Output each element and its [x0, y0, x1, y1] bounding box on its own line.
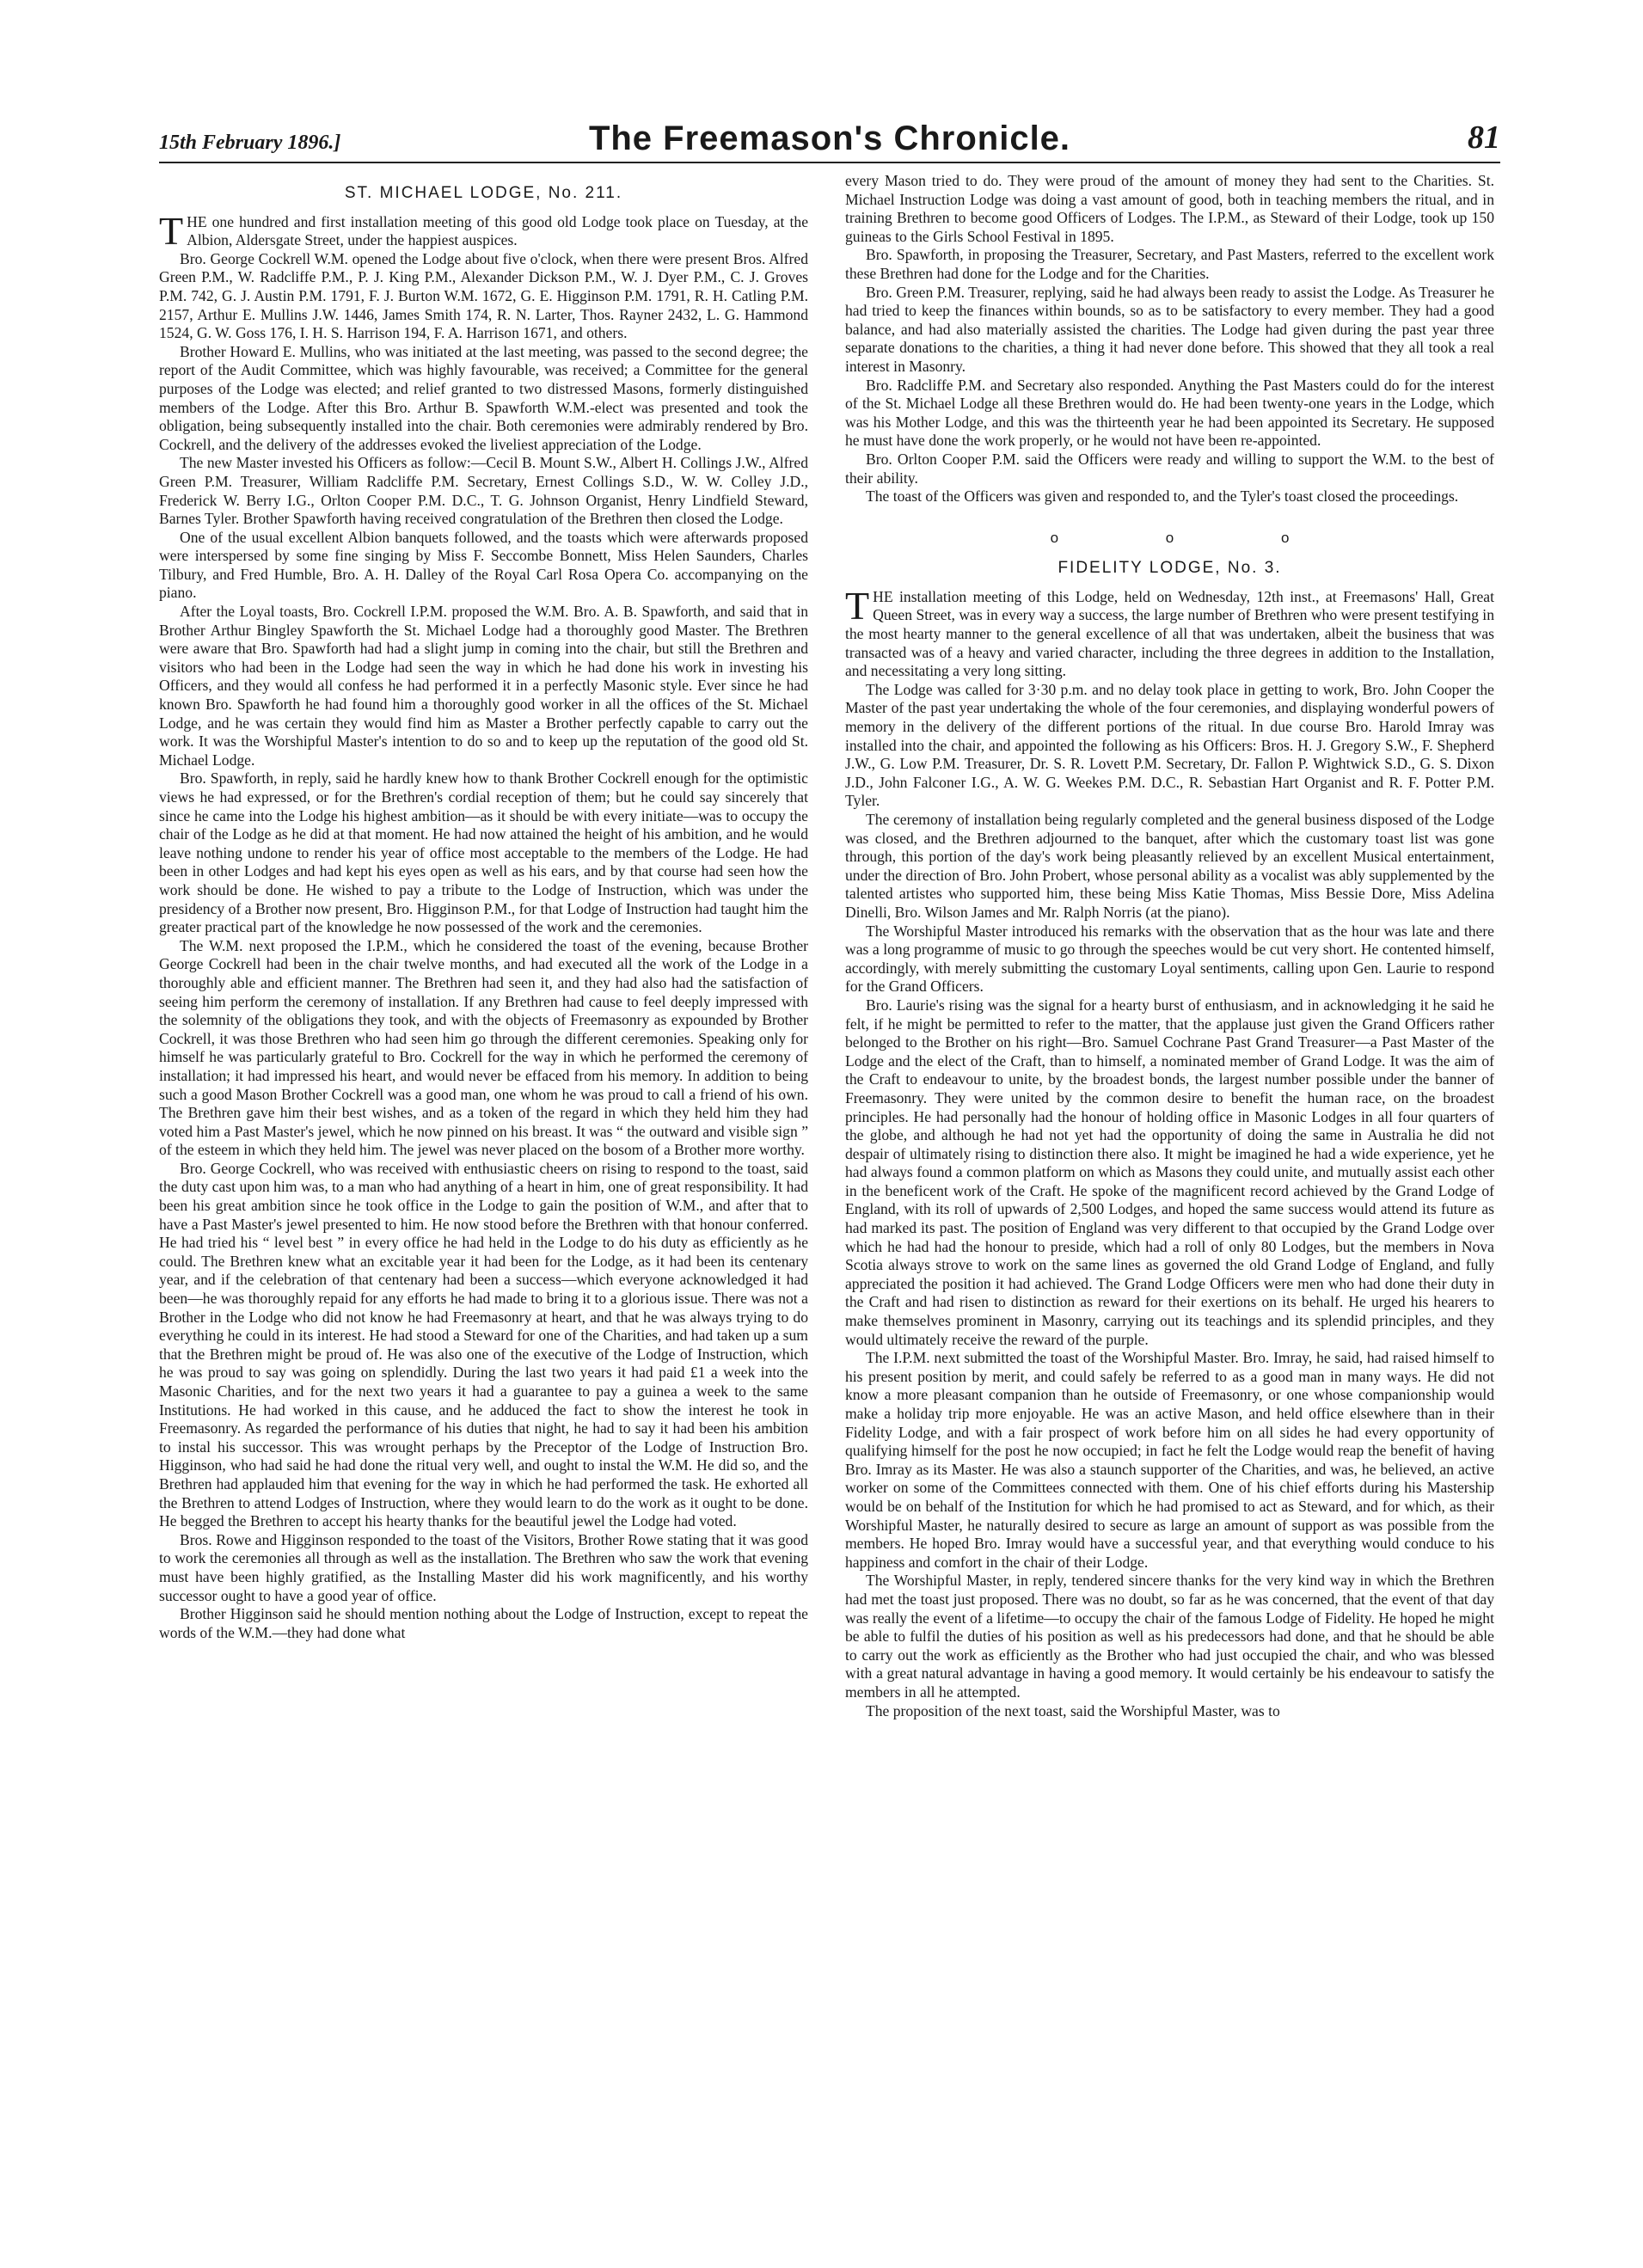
article-paragraph: Bro. Spawforth, in proposing the Treasurer, Secretary, and Past Masters, referred to the excellent work these Brethren had done for the Lodge and for the Charities.	[845, 246, 1494, 282]
article-paragraph: Brother Howard E. Mullins, who was initiated at the last meeting, was passed to the second degree; the report of the Audit Committee, which was highly favourable, was received; a Committee for the general purposes of the Lodge was elected; and relief granted to two distressed Masons, formerly distinguished members of the Lodge. After this Bro. Arthur B. Spawforth W.M.-elect was presented and took the obligation, being subsequently installed into the chair. Both ceremonies were admirably rendered by Bro. Cockrell, and the delivery of the addresses evoked the liveliest appreciation of the Lodge.	[159, 342, 808, 453]
article-paragraph: every Mason tried to do. They were proud of the amount of money they had sent to the Charities. St. Michael Instruction Lodge was doing a vast amount of good, both in teaching members the ritual, and in training Brethren to become good Officers of Lodges. The I.P.M., as Steward of their Lodge, took up 150 guineas to the Girls School Festival in 1895.	[845, 172, 1494, 245]
article-paragraph: One of the usual excellent Albion banquets followed, and the toasts which were afterwards proposed were interspersed by some fine singing by Miss F. Seccombe Bonnett, Miss Helen Saunders, Charles Tilbury, and Fred Humble, Bro. A. H. Dalley of the Royal Carl Rosa Opera Co. accompanying on the piano.	[159, 528, 808, 602]
publication-title: The Freemason's Chronicle.	[588, 120, 1071, 157]
article-paragraph: Bro. Green P.M. Treasurer, replying, said he had always been ready to assist the Lodge. As Treasurer he had tried to keep the finances within bounds, so as to be satisfactory to every member. They had a good balance, and had also materially assisted the charities. The Lodge had given during the past year three separate donations to the charities, a thing it had never done before. This showed that they all took a real interest in Masonry.	[845, 283, 1494, 375]
article-paragraph: Bro. George Cockrell W.M. opened the Lodge about five o'clock, when there were present Bros. Alfred Green P.M., W. Radcliffe P.M., P. J. King P.M., Alexander Dickson P.M., W. J. Dyer P.M., C. J. Groves P.M. 742, G. J. Austin P.M. 1791, F. J. Burton W.M. 1672, G. E. Higginson P.M. 1791, R. H. Catling P.M. 2157, Arthur E. Mullins J.W. 1446, James Smith 174, R. N. Larter, Thos. Rayner 2432, L. G. Hammond 1524, G. W. Goss 176, I. H. S. Harrison 194, F. A. Harrison 1671, and others.	[159, 249, 808, 342]
left-column	[159, 172, 808, 1642]
issue-date: 15th February 1896.]	[159, 132, 341, 154]
article-paragraph: Bro. George Cockrell, who was received with enthusiastic cheers on rising to respond to the toast, said the duty cast upon him was, to a man who had anything of a heart in him, one of great responsibility. It had been his great ambition since he took office in the Lodge to gain the position of W.M., and after that to have a Past Master's jewel presented to him. He now stood before the Brethren with that honour conferred. He had tried his “ level best ” in every office he had held in the Lodge to do his duty as efficiently as he could. The Brethren knew what an excitable year it had been for the Lodge, as it had been its centenary year, and if the celebration of that centenary had been a success—which everyone acknowledged it had been—he was thoroughly repaid for any efforts he had made to bring it to a glorious issue. There was not a Brother in the Lodge who did not know he had Freemasonry at heart, and that he was always trying to do everything he could in its interest. He had stood a Steward for one of the Charities, and had taken up a sum that the Brethren might be proud of. He was also one of the executive of the Lodge of Instruction, which he was proud to say was going on splendidly. During the last two years it had paid £1 a week into the Masonic Charities, and for the next two years it had a guarantee to pay a guinea a week to the same Institutions. He had worked in this cause, and he adduced the fact to show the interest he took in Freemasonry. As regarded the performance of his duties that night, he had to say it had been his ambition to instal his successor. This was wrought perhaps by the Preceptor of the Lodge of Instruction Bro. Higginson, who had said he had done the ritual very well, and ought to instal the W.M. He did so, and the Brethren had applauded him that evening for the way in which he had performed the task. He exhorted all the Brethren to attend Lodges of Instruction, where they would learn to do the work as it ought to be done. He begged the Brethren to accept his hearty thanks for the beautiful jewel the Lodge had voted.	[159, 1159, 808, 1530]
article-paragraph: The Worshipful Master, in reply, tendered sincere thanks for the very kind way in which the Brethren had met the toast just proposed. There was no doubt, so far as he was concerned, that the event of that day was really the event of a lifetime—to occupy the chair of the famous Lodge of Fidelity. He hoped he might be able to fulfil the duties of his position as well as his predecessors had done, and that he should be able to carry out the work as efficiently as the Brother who had just occupied the chair, and who was blessed with a great natural advantage in having a good memory. It would certainly be his endeavour to satisfy the members in all he attempted.	[845, 1572, 1494, 1701]
article-paragraph: Bros. Rowe and Higginson responded to the toast of the Visitors, Brother Rowe stating that it was good to work the ceremonies all through as well as the installation. The Brethren who saw the work that evening must have been highly gratified, as the Installing Master did his work magnificently, and his worthy successor ought to have a good year of office.	[159, 1530, 808, 1604]
article-paragraph: The Worshipful Master introduced his remarks with the observation that as the hour was late and there was a long programme of music to go through the speeches would be cut very short. He contented himself, accordingly, with merely submitting the customary Loyal sentiments, calling upon Gen. Laurie to respond for the Grand Officers.	[845, 922, 1494, 996]
article-paragraph: The proposition of the next toast, said the Worshipful Master, was to	[866, 1701, 1280, 1719]
article-heading-fidelity: FIDELITY LODGE, No. 3.	[1058, 559, 1282, 578]
page-number: 81	[1468, 120, 1500, 156]
article-paragraph: Brother Higginson said he should mention nothing about the Lodge of Instruction, except to repeat the words of the W.M.—they had done what	[159, 1605, 808, 1641]
article-paragraph: The ceremony of installation being regularly completed and the general business disposed of the Lodge was closed, and the Brethren adjourned to the banquet, after which the customary toast list was gone through, this portion of the day's work being pleasantly relieved by an excellent Musical entertainment, under the direction of Bro. John Probert, whose personal ability as a vocalist was ably supplemented by the talented artistes who supported him, these being Miss Katie Thomas, Miss Bessie Dore, Miss Adelina Dinelli, Bro. Wilson James and Mr. Ralph Norris (at the piano).	[845, 811, 1494, 921]
article-paragraph: The new Master invested his Officers as follow:—Cecil B. Mount S.W., Albert H. Collings J.W., Alfred Green P.M. Treasurer, William Radcliffe P.M. Secretary, Ernest Collings S.D., W. W. Colley J.D., Frederick W. Berry I.G., Orlton Cooper P.M. D.C., T. G. Johnson Organist, Henry Lindfield Steward, Barnes Tyler. Brother Spawforth having received congratulation of the Brethren then closed the Lodge.	[159, 454, 808, 528]
article-paragraph: THE one hundred and first installation meeting of this good old Lodge took place on Tuesday, at the Albion, Aldersgate Street, under the happiest auspices.	[159, 208, 808, 253]
article-paragraph: THE installation meeting of this Lodge, held on Wednesday, 12th inst., at Freemasons' Hall, Great Queen Street, was in every way a success, the large number of Brethren who were present testifying in the most hearty manner to the general excellence of all that was undertaken, albeit the business that was transacted was of a heavy and varied character, including the three degrees in addition to the Installation, and necessitating a very long sitting.	[845, 583, 1494, 680]
article-paragraph: Bro. Laurie's rising was the signal for a hearty burst of enthusiasm, and in acknowledging it he said he felt, if he might be permitted to refer to the matter, that the applause just given the Grand Officers rather belonged to the Brother on his right—Bro. Samuel Cochrane Past Grand Treasurer—a Past Master of the Lodge and the elect of the Craft, than to himself, a nominated member of Grand Lodge. It was the aim of the Craft to endeavour to unite, by the broadest bonds, the largest number possible under the banner of Freemasonry. They were united by the common desire to benefit the human race, on the broadest principles. He had personally had the honour of holding office in Masonic Lodges in all four quarters of the globe, and although he had not yet had the opportunity of doing the same in Australia he did not despair of ultimately rising to distinction there also. It might be imagined he had a wide experience, yet he had always found a common platform on which as Masons they could unite, and mutually assist each other in the beneficent work of the Craft. He spoke of the magnificent record achieved by the Grand Lodge of England, with its roll of upwards of 2,500 Lodges, and hoped the same success would attend its future as had marked its past. The position of England was very different to that occupied by the Grand Lodge over which he had had the honour to preside, which had a roll of only 80 Lodges, but the members in Nova Scotia always strove to work on the same lines as governed the old Grand Lodge of England, and fully appreciated the position it had achieved. The Grand Lodge Officers were men who had done their duty in the Craft and had risen to distinction as reward for their exertions on its behalf. He urged his hearers to make themselves prominent in Masonry, carrying out its teachings and its splendid principles, and they would ultimately receive the reward of the purple.	[845, 996, 1494, 1348]
right-column	[845, 172, 1494, 1720]
article-paragraph: Bro. Orlton Cooper P.M. said the Officers were ready and willing to support the W.M. to the best of their ability.	[845, 450, 1494, 487]
article-paragraph: The Lodge was called for 3·30 p.m. and no delay took place in getting to work, Bro. John Cooper the Master of the past year undertaking the whole of the four ceremonies, and displaying wonderful powers of memory in the delivery of the different portions of the ritual. In due course Bro. Harold Imray was installed into the chair, and appointed the following as his Officers: Bros. H. J. Gregory S.W., F. Shepherd J.W., G. Low P.M. Treasurer, Dr. S. R. Lovett P.M. Secretary, Dr. Fallon P. Wightwick S.D., G. S. Dixon J.D., John Falconer I.G., A. W. G. Weekes P.M. D.C., R. Sebastian Hart Organist and R. F. Potter P.M. Tyler.	[845, 680, 1494, 810]
masthead	[159, 112, 1500, 163]
article-paragraph: The toast of the Officers was given and responded to, and the Tyler's toast closed the proceedings.	[866, 487, 1459, 506]
section-ornament: o o o	[1050, 529, 1341, 546]
article-heading-st-michael: ST. MICHAEL LODGE, No. 211.	[344, 184, 623, 202]
article-paragraph: The W.M. next proposed the I.P.M., which he considered the toast of the evening, because Brother George Cockrell had been in the chair twelve months, and had executed all the work of the Lodge in a thoroughly able and efficient manner. The Brethren had seen it, and they had also had the satisfaction of seeing him perform the ceremony of installation. If any Brethren had cause to feel deeply impressed with the solemnity of the obligations they took, and with the objects of Freemasonry as expounded by Brother Cockrell, it was those Brethren who had seen him go through the different ceremonies. Speaking only for himself he was particularly grateful to Bro. Cockrell for the way in which he performed the ceremony of installation; it had impressed his heart, and would never be effaced from his memory. In addition to being such a good Mason Brother Cockrell was a good man, one whom he was proud to call a friend of his own. The Brethren gave him their best wishes, and as a token of the regard in which they held him they had voted him a Past Master's jewel, which he now pinned on his breast. It was “ the outward and visible sign ” of the esteem in which they held him. The jewel was never placed on the bosom of a Brother more worthy.	[159, 936, 808, 1159]
article-paragraph: After the Loyal toasts, Bro. Cockrell I.P.M. proposed the W.M. Bro. A. B. Spawforth, and said that in Brother Arthur Bingley Spawforth the St. Michael Lodge had a thoroughly good Master. The Brethren were aware that Bro. Spawforth had had a slight jump in coming into the chair, but still the Brethren and visitors who had been in the Lodge had seen the way in which he had done his work in investing his Officers, and they would all confess he had performed it in a perfectly Masonic style. Ever since he had known Bro. Spawforth he had found him a thoroughly good worker in all the offices of the St. Michael Lodge, and he was certain they would find him as Master a Brother perfectly capable to carry out the work. It was the Worshipful Master's intention to do so and to keep up the reputation of the good old St. Michael Lodge.	[159, 603, 808, 769]
article-paragraph: Bro. Spawforth, in reply, said he hardly knew how to thank Brother Cockrell enough for the optimistic views he had expressed, or for the Brethren's cordial reception of them; but he could say sincerely that since he came into the Lodge his highest ambition—as it should be with every initiate—was to occupy the chair of the Lodge as he did at that moment. He had now attained the height of his ambition, and he would leave nothing undone to render his year of office most acceptable to the members of the Lodge. He had been in other Lodges and had kept his eyes open as well as his ears, and by that course had seen how the work should be done. He wished to pay a tribute to the Lodge of Instruction, which was under the presidency of a Brother now present, Bro. Higginson P.M., for that Lodge of Instruction had taught him the greater practical part of the knowledge he now possessed of the work and the ceremonies.	[159, 769, 808, 936]
article-paragraph: The I.P.M. next submitted the toast of the Worshipful Master. Bro. Imray, he said, had raised himself to his present position by merit, and could safely be referred to as a good man in many ways. He did not know a more pleasant companion than he outside of Freemasonry, or one whose companionship would make a holiday trip more enjoyable. He was an active Mason, and held office elsewhere than in their Fidelity Lodge, and with a fair prospect of work before him on all sides he had every opportunity of qualifying himself for the post he now occupied; in fact he felt the Lodge would reap the benefit of having Bro. Imray as its Master. He was also a staunch supporter of the Charities, and was, he believed, an active worker on some of the Committees connected with them. One of his chief efforts during his Mastership would be on behalf of the Institution for which he had promised to act as Steward, and for which, as their Worshipful Master, he naturally desired to secure as large an amount of support as was possible from the members. He hoped Bro. Imray would have a successful year, and that everything would conduce to his happiness and comfort in the chair of their Lodge.	[845, 1349, 1494, 1571]
article-paragraph: Bro. Radcliffe P.M. and Secretary also responded. Anything the Past Masters could do for the interest of the St. Michael Lodge all these Brethren would do. He had been twenty-one years in the Lodge, which was his Mother Lodge, and this was the thirteenth year he had been appointed its Secretary. He supposed he must have done the work properly, or he would not have been re-appointed.	[845, 376, 1494, 450]
